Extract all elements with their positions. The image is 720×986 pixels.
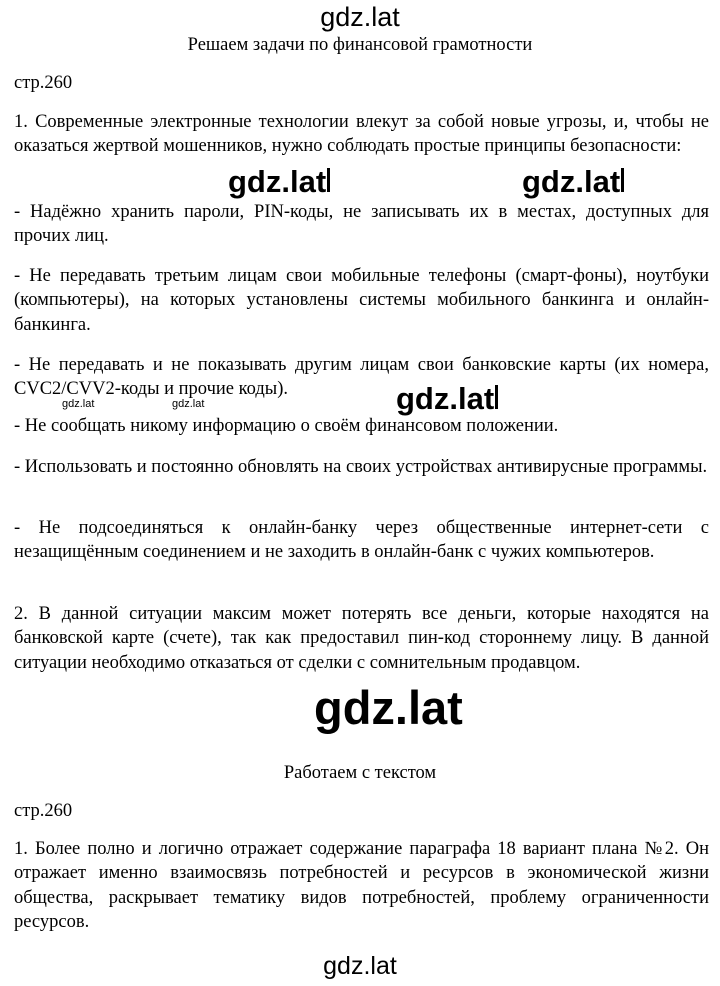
- answer-paragraph: - Не сообщать никому информацию о своём финансовом положении.: [14, 416, 559, 436]
- answer-paragraph: - Не передавать и не показывать другим лицам свои банковские карты (их номера, CVC2/CVV2-коды и прочие коды).: [14, 355, 709, 400]
- answer-paragraph: - Использовать и постоянно обновлять на своих устройствах антивирусные программы.: [14, 457, 708, 477]
- watermark-large: gdz.lat: [314, 681, 463, 734]
- answer-paragraph: - Не передавать третьим лицам свои мобильные телефоны (смарт-фоны), ноутбуки (компьютеры), на которых установлены системы мобильного банкинга и онлайн-банкинга.: [14, 266, 709, 335]
- page-reference: стр.260: [14, 801, 73, 821]
- answer-paragraph: - Надёжно хранить пароли, PIN-коды, не записывать их в местах, доступных для прочих лиц.: [14, 202, 709, 247]
- watermark: gdz.lat: [396, 383, 498, 414]
- watermark: gdz.lat: [172, 398, 205, 410]
- section-title-working-with-text: Работаем с текстом: [283, 763, 437, 783]
- site-brand-footer: gdz.lat: [323, 952, 397, 980]
- answer-paragraph: 1. Более полно и логично отражает содержание параграфа 18 вариант плана №2. Он отражает именно взаимосвязь потребностей и ресурсов в экономической жизни общества, раскрывает тематику видов потребностей, проблему ограниченности ресурсов.: [14, 839, 709, 932]
- answer-paragraph: 2. В данной ситуации максим может потерять все деньги, которые находятся на банковской карте (счете), так как предоставил пин-код стороннему лицу. В данной ситуации необходимо отказаться от сделки с сомнительным продавцом.: [14, 604, 709, 673]
- watermark: gdz.lat: [522, 166, 624, 197]
- site-brand-header: gdz.lat: [320, 2, 400, 32]
- section-title-financial-literacy: Решаем задачи по финансовой грамотности: [187, 35, 533, 55]
- watermark: gdz.lat: [62, 398, 95, 410]
- watermark: gdz.lat: [228, 166, 330, 197]
- answer-paragraph: 1. Современные электронные технологии влекут за собой новые угрозы, и, чтобы не оказаться жертвой мошенников, нужно соблюдать простые принципы безопасности:: [14, 112, 709, 157]
- answer-paragraph: - Не подсоединяться к онлайн-банку через общественные интернет-сети с незащищённым соединением и не заходить в онлайн-банк с чужих компьютеров.: [14, 518, 709, 563]
- page-reference: стр.260: [14, 73, 73, 93]
